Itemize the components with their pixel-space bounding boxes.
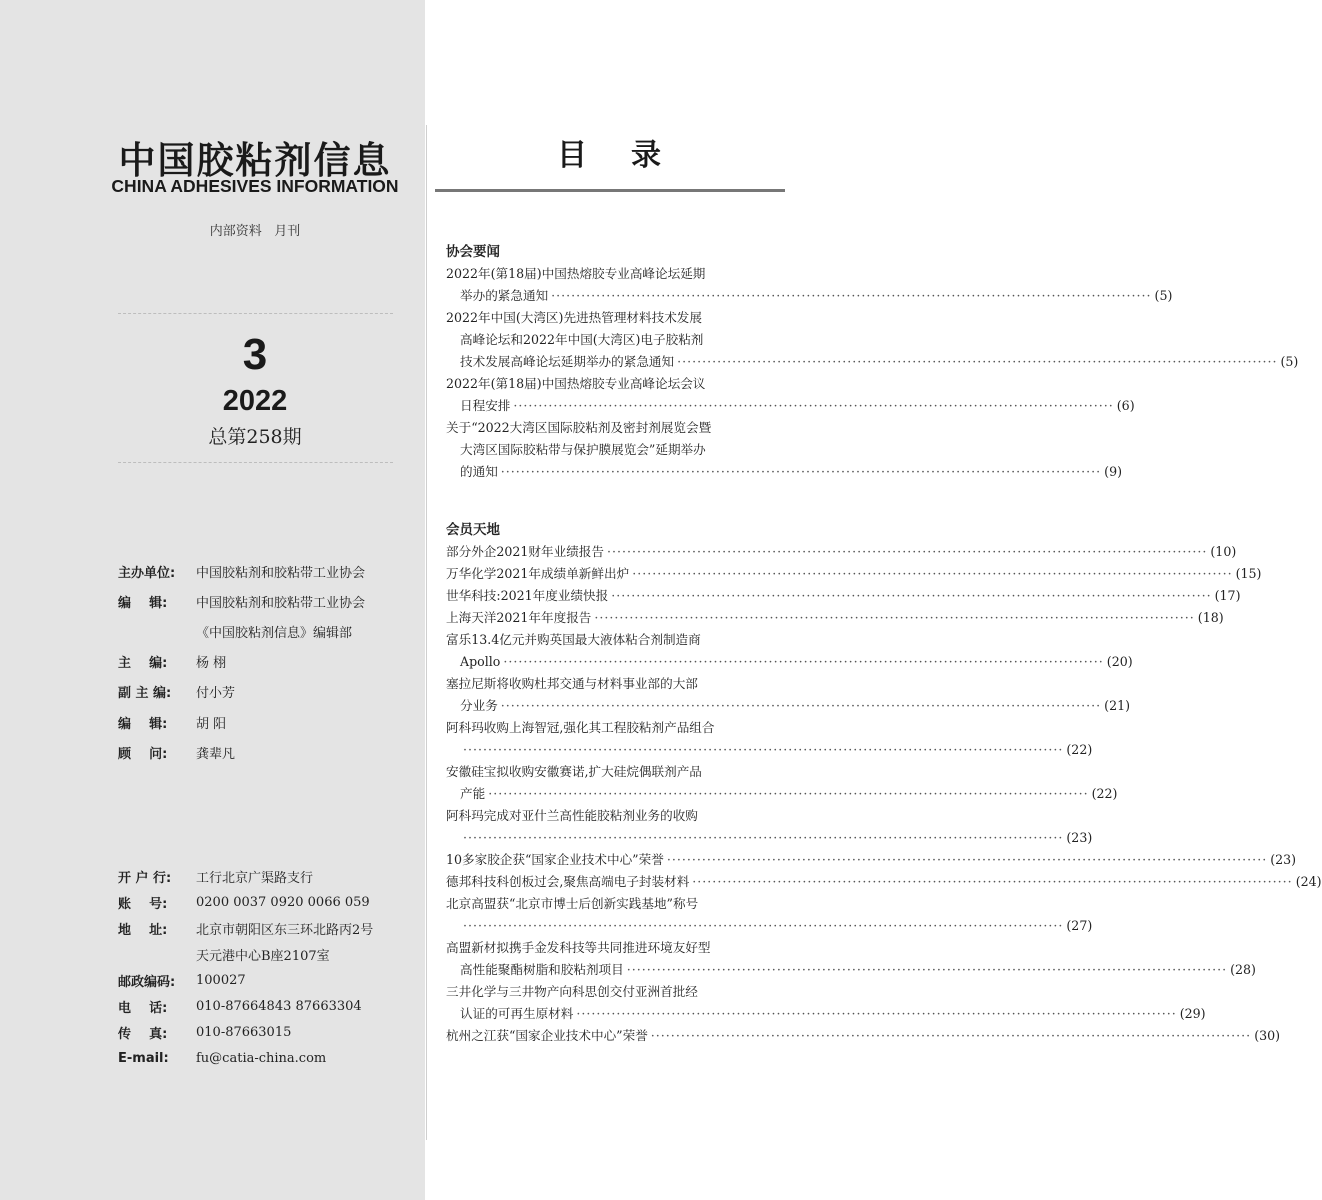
toc-entry-text: 10多家胶企获“国家企业技术中心”荣誉 xyxy=(446,852,664,867)
toc-dot-leader: ························································································································ xyxy=(576,1006,1177,1021)
contact-row xyxy=(118,915,418,941)
toc-entry-text: 塞拉尼斯将收购杜邦交通与材料事业部的大部 xyxy=(446,676,698,691)
info-label: 主 编: xyxy=(118,656,168,672)
contact-list xyxy=(118,863,418,1071)
info-label: 地 址: xyxy=(118,922,168,938)
info-label: E-mail: xyxy=(118,1050,169,1066)
toc-entry[interactable] xyxy=(446,607,1224,629)
toc-entry[interactable] xyxy=(446,871,1322,893)
toc-dot-leader: ························································································································ xyxy=(666,852,1268,867)
toc-entry-text: 的通知 xyxy=(460,464,498,479)
info-label: 主办单位: xyxy=(118,565,176,581)
toc-dot-leader: ························································································································ xyxy=(500,698,1102,713)
toc-page-number: (9) xyxy=(1104,464,1123,479)
toc-entry[interactable] xyxy=(446,651,1133,673)
toc-entry[interactable] xyxy=(446,263,786,285)
toc-entry-text: 日程安排 xyxy=(460,398,511,413)
toc-dot-leader: ························································································································ xyxy=(692,874,1293,889)
staff-row xyxy=(118,556,418,586)
toc-dot-leader: ························································································································ xyxy=(611,588,1212,603)
toc-page-number: (5) xyxy=(1280,354,1299,369)
staff-row xyxy=(118,616,418,646)
toc-page-number: (17) xyxy=(1214,588,1241,603)
toc-entry-text: 世华科技:2021年度业绩快报 xyxy=(446,588,609,603)
toc-page-number: (21) xyxy=(1104,698,1131,713)
toc-entry[interactable] xyxy=(446,285,1173,307)
toc-dot-leader: ························································································································ xyxy=(632,566,1233,581)
toc-dot-leader: ························································································································ xyxy=(626,962,1228,977)
toc-entry-text: 2022年(第18届)中国热熔胶专业高峰论坛延期 xyxy=(446,266,706,281)
info-value: 龚辈凡 xyxy=(196,746,236,762)
info-label: 顾 问: xyxy=(118,746,168,762)
contact-row xyxy=(118,889,418,915)
toc-entry[interactable] xyxy=(446,395,1135,417)
staff-row xyxy=(118,737,418,767)
info-label: 电 话: xyxy=(118,1000,168,1016)
staff-row xyxy=(118,707,418,737)
toc-entry[interactable] xyxy=(446,351,1299,373)
toc-entry-text: 阿科玛完成对亚什兰高性能胶粘剂业务的收购 xyxy=(446,808,698,823)
toc-entry[interactable] xyxy=(446,585,1241,607)
info-value: 010-87663015 xyxy=(196,1024,292,1040)
magazine-title-english: CHINA ADHESIVES INFORMATION xyxy=(111,176,399,196)
toc-entry-text: 万华化学2021年成绩单新鲜出炉 xyxy=(446,566,630,581)
toc-entry-text: 2022年(第18届)中国热熔胶专业高峰论坛会议 xyxy=(446,376,706,391)
toc-page-number: (27) xyxy=(1066,918,1093,933)
dashed-divider xyxy=(118,462,393,463)
dashed-divider xyxy=(118,313,393,314)
info-value: 胡 阳 xyxy=(196,716,227,732)
toc-entry-text: 技术发展高峰论坛延期举办的紧急通知 xyxy=(460,354,675,369)
toc-entry[interactable] xyxy=(446,981,786,1003)
toc-entry-text: 安徽硅宝拟收购安徽赛诺,扩大硅烷偶联剂产品 xyxy=(446,764,702,779)
toc-entry-text: 2022年中国(大湾区)先进热管理材料技术发展 xyxy=(446,310,702,325)
toc-entry-text: 产能 xyxy=(460,786,486,801)
toc-page-number: (18) xyxy=(1197,610,1224,625)
info-label: 编 辑: xyxy=(118,716,168,732)
toc-entry[interactable] xyxy=(446,439,786,461)
toc-entry-text: 三井化学与三井物产向科思创交付亚洲首批经 xyxy=(446,984,698,999)
toc-section-heading: 会员天地 xyxy=(446,522,500,538)
toc-entry-text: 关于“2022大湾区国际胶粘剂及密封剂展览会暨 xyxy=(446,420,712,435)
info-value: fu@catia-china.com xyxy=(196,1050,327,1066)
toc-entry[interactable] xyxy=(446,695,1131,717)
toc-entry[interactable] xyxy=(446,827,1093,849)
info-value: 付小芳 xyxy=(196,686,236,702)
toc-entry-text: 北京高盟获“北京市博士后创新实践基地”称号 xyxy=(446,896,699,911)
toc-entry-text: 举办的紧急通知 xyxy=(460,288,549,303)
toc-entry[interactable] xyxy=(446,329,786,351)
staff-row xyxy=(118,586,418,616)
toc-entry[interactable] xyxy=(446,541,1237,563)
info-label: 邮政编码: xyxy=(118,974,176,990)
info-value: 中国胶粘剂和胶粘带工业协会 xyxy=(196,565,366,581)
info-label: 账 号: xyxy=(118,896,168,912)
toc-entry[interactable] xyxy=(446,717,786,739)
toc-entry-text: 高性能聚酯树脂和胶粘剂项目 xyxy=(460,962,624,977)
toc-entry[interactable] xyxy=(446,461,1123,483)
issue-year: 2022 xyxy=(222,385,288,417)
toc-entry-text: Apollo xyxy=(460,654,501,669)
toc-page-number: (28) xyxy=(1230,962,1256,977)
toc-page-number: (22) xyxy=(1091,786,1118,801)
column-divider xyxy=(426,125,427,1140)
contact-row xyxy=(118,941,418,967)
staff-list xyxy=(118,556,418,767)
info-value: 010-87664843 87663304 xyxy=(196,998,362,1014)
info-label: 开 户 行: xyxy=(118,870,172,886)
toc-entry[interactable] xyxy=(446,959,1256,981)
toc-entry-text: 部分外企2021财年业绩报告 xyxy=(446,544,604,559)
info-label: 传 真: xyxy=(118,1026,168,1042)
toc-page-number: (15) xyxy=(1235,566,1262,581)
toc-page-number: (6) xyxy=(1116,398,1135,413)
staff-row xyxy=(118,647,418,677)
toc-title: 目录 xyxy=(557,138,705,173)
info-label: 副 主 编: xyxy=(118,686,172,702)
toc-entry-text: 富乐13.4亿元并购英国最大液体粘合剂制造商 xyxy=(446,632,701,647)
toc-page-number: (20) xyxy=(1106,654,1133,669)
toc-dot-leader: ························································································································ xyxy=(463,742,1064,757)
info-label: 编 辑: xyxy=(118,595,168,611)
issue-number: 3 xyxy=(242,330,268,379)
toc-entry[interactable] xyxy=(446,915,1093,937)
toc-page-number: (29) xyxy=(1179,1006,1206,1021)
toc-entry[interactable] xyxy=(446,563,1262,585)
toc-entry[interactable] xyxy=(446,1003,1206,1025)
toc-page-number: (30) xyxy=(1254,1028,1281,1043)
toc-entry[interactable] xyxy=(446,629,786,651)
toc-entry-text: 阿科玛收购上海智冠,强化其工程胶粘剂产品组合 xyxy=(446,720,715,735)
toc-entry[interactable] xyxy=(446,893,786,915)
toc-dot-leader: ························································································································ xyxy=(677,354,1278,369)
info-value: 《中国胶粘剂信息》编辑部 xyxy=(196,625,353,641)
toc-entry-text: 德邦科技科创板过会,聚焦高端电子封装材料 xyxy=(446,874,690,889)
toc-entry[interactable] xyxy=(446,849,1297,871)
toc-section-list xyxy=(446,263,1299,483)
contact-row xyxy=(118,863,418,889)
toc-entry[interactable] xyxy=(446,1025,1281,1047)
toc-entry[interactable] xyxy=(446,783,1118,805)
toc-entry-text: 高峰论坛和2022年中国(大湾区)电子胶粘剂 xyxy=(460,332,704,347)
toc-rule xyxy=(435,189,785,192)
toc-dot-leader: ························································································································ xyxy=(500,464,1102,479)
toc-dot-leader: ························································································································ xyxy=(463,830,1064,845)
toc-entry[interactable] xyxy=(446,739,1093,761)
magazine-title: 中国胶粘剂信息 xyxy=(118,139,392,182)
staff-row xyxy=(118,677,418,707)
contact-row xyxy=(118,1019,418,1045)
toc-page-number: (23) xyxy=(1066,830,1093,845)
issue-total: 总第258期 xyxy=(208,426,302,448)
contact-row xyxy=(118,993,418,1019)
toc-entry-text: 大湾区国际胶粘带与保护膜展览会”延期举办 xyxy=(460,442,706,457)
toc-page-number: (23) xyxy=(1270,852,1297,867)
toc-dot-leader: ························································································································ xyxy=(650,1028,1252,1043)
toc-entry-text: 上海天洋2021年年度报告 xyxy=(446,610,592,625)
info-value: 北京市朝阳区东三环北路丙2号 xyxy=(196,922,374,938)
info-value: 100027 xyxy=(196,972,246,988)
toc-entry[interactable] xyxy=(446,673,786,695)
contact-row xyxy=(118,967,418,993)
toc-dot-leader: ························································································································ xyxy=(488,786,1089,801)
info-value: 杨 栩 xyxy=(196,656,227,672)
toc-entry[interactable] xyxy=(446,307,786,329)
toc-page-number: (5) xyxy=(1154,288,1173,303)
toc-dot-leader: ························································································································ xyxy=(551,288,1152,303)
toc-dot-leader: ························································································································ xyxy=(607,544,1208,559)
info-value: 中国胶粘剂和胶粘带工业协会 xyxy=(196,595,366,611)
toc-page-number: (24) xyxy=(1295,874,1322,889)
toc-entry-text: 高盟新材拟携手金发科技等共同推进环境友好型 xyxy=(446,940,711,955)
toc-entry[interactable] xyxy=(446,417,786,439)
magazine-subtitle: 内部资料 月刊 xyxy=(209,224,301,239)
toc-entry-text: 杭州之江获“国家企业技术中心”荣誉 xyxy=(446,1028,648,1043)
toc-entry[interactable] xyxy=(446,805,786,827)
info-value: 0200 0037 0920 0066 059 xyxy=(196,894,370,910)
toc-entry[interactable] xyxy=(446,373,786,395)
toc-page-number: (22) xyxy=(1066,742,1093,757)
toc-section-list xyxy=(446,541,1322,1047)
toc-entry-text: 分业务 xyxy=(460,698,498,713)
toc-page-number: (10) xyxy=(1210,544,1237,559)
toc-dot-leader: ························································································································ xyxy=(513,398,1114,413)
toc-dot-leader: ························································································································ xyxy=(463,918,1064,933)
toc-dot-leader: ························································································································ xyxy=(594,610,1195,625)
toc-entry[interactable] xyxy=(446,937,786,959)
toc-entry-text: 认证的可再生原材料 xyxy=(460,1006,574,1021)
toc-entry[interactable] xyxy=(446,761,786,783)
contact-row xyxy=(118,1045,418,1071)
toc-dot-leader: ························································································································ xyxy=(503,654,1104,669)
info-value: 天元港中心B座2107室 xyxy=(196,948,330,964)
info-value: 工行北京广渠路支行 xyxy=(196,870,314,886)
toc-section-heading: 协会要闻 xyxy=(446,244,500,260)
